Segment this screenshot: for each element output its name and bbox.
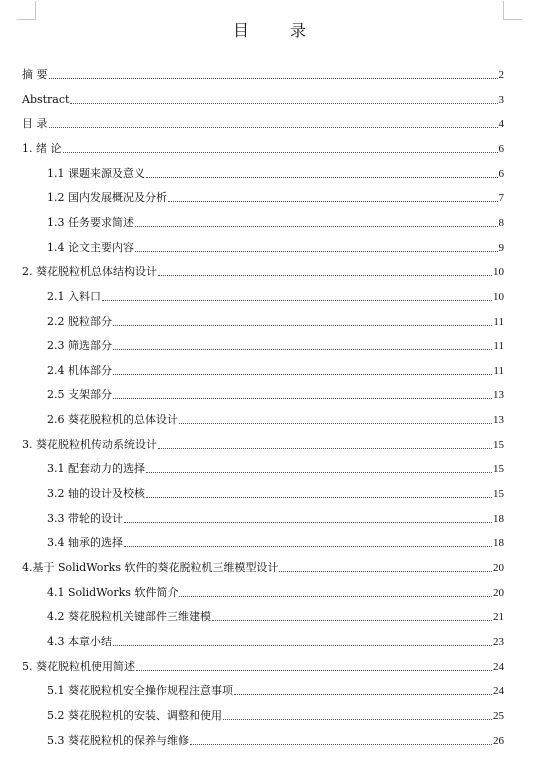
- toc-entry-page-number: 3: [498, 93, 504, 106]
- toc-entry[interactable]: [22, 265, 504, 279]
- toc-entry-label: 3. 葵花脱粒机传动系统设计: [22, 437, 157, 451]
- toc-dot-leader: [113, 349, 492, 350]
- toc-entry[interactable]: [47, 167, 504, 181]
- toc-entry-label: 2.5 支架部分: [47, 388, 112, 402]
- toc-entry-label: 摘 要: [22, 68, 48, 81]
- toc-entry-label: 1.1 课题来源及意义: [47, 166, 145, 180]
- toc-entry[interactable]: [47, 635, 504, 649]
- toc-entry[interactable]: [22, 117, 504, 131]
- toc-entry-page-number: 6: [498, 142, 504, 155]
- toc-entry[interactable]: [47, 586, 504, 600]
- toc-entry-label: 3.1 配套动力的选择: [47, 462, 145, 476]
- toc-entry[interactable]: [22, 142, 504, 156]
- toc-dot-leader: [124, 546, 492, 547]
- toc-entry-page-number: 18: [493, 512, 504, 525]
- toc-dot-leader: [158, 275, 492, 276]
- toc-entry-label: 1.3 任务要求简述: [47, 215, 134, 229]
- toc-entry-label: 3.3 带轮的设计: [47, 511, 123, 525]
- toc-dot-leader: [113, 374, 492, 375]
- toc-entry[interactable]: [22, 438, 504, 452]
- toc-entry[interactable]: [47, 290, 504, 304]
- toc-dot-leader: [279, 571, 492, 572]
- toc-entry-page-number: 23: [493, 635, 504, 648]
- toc-entry-page-number: 21: [493, 611, 504, 624]
- toc-entry-page-number: 24: [493, 660, 504, 673]
- toc-entry-label: 3.4 轴承的选择: [47, 536, 123, 550]
- page-title: 目 录: [232, 21, 325, 40]
- toc-entry[interactable]: [47, 487, 504, 501]
- toc-dot-leader: [113, 645, 492, 646]
- toc-entry-label: 5.2 葵花脱粒机的安装、调整和使用: [47, 708, 222, 722]
- toc-entry-label: 4.基于 SolidWorks 软件的葵花脱粒机三维模型设计: [22, 561, 279, 574]
- toc-entry[interactable]: [22, 660, 504, 674]
- toc-dot-leader: [168, 201, 498, 202]
- toc-entry[interactable]: [47, 709, 504, 723]
- toc-entry-page-number: 20: [493, 562, 504, 574]
- toc-dot-leader: [212, 620, 492, 621]
- toc-entry[interactable]: [47, 339, 504, 353]
- toc-dot-leader: [124, 522, 492, 523]
- toc-entry-page-number: 10: [493, 266, 504, 279]
- toc-entry-label: 4.3 本章小结: [47, 634, 112, 648]
- toc-entry-label: 目 录: [22, 117, 48, 131]
- page-corner-mark-right: [503, 1, 522, 20]
- toc-dot-leader: [49, 78, 498, 79]
- toc-entry-page-number: 15: [493, 488, 504, 501]
- toc-dot-leader: [63, 152, 498, 153]
- toc-entry-label: 2.2 脱粒部分: [47, 314, 112, 328]
- toc-dot-leader: [223, 719, 492, 720]
- toc-entry-label: 2.3 筛选部分: [47, 339, 112, 353]
- toc-entry-page-number: 15: [493, 463, 504, 476]
- toc-dot-leader: [135, 226, 498, 227]
- toc-entry[interactable]: [22, 561, 504, 575]
- toc-entry-label: 2.1 入料口: [47, 289, 101, 303]
- toc-entry-page-number: 18: [493, 537, 504, 550]
- toc-entry[interactable]: [47, 216, 504, 230]
- toc-dot-leader: [146, 177, 498, 178]
- toc-entry-page-number: 10: [493, 290, 504, 303]
- toc-entry-page-number: 15: [493, 438, 504, 451]
- toc-entry-label: 1.4 论文主要内容: [47, 240, 134, 254]
- toc-dot-leader: [135, 251, 498, 252]
- toc-dot-leader: [179, 423, 492, 424]
- toc-entry[interactable]: [47, 191, 504, 205]
- toc-dot-leader: [146, 472, 492, 473]
- page-corner-mark-left: [17, 1, 36, 20]
- toc-entry-page-number: 20: [493, 586, 504, 599]
- toc-entry-page-number: 11: [493, 315, 504, 328]
- toc-entry[interactable]: [47, 536, 504, 550]
- toc-entry-label: 1. 绪 论: [22, 141, 62, 155]
- toc-entry-label: 2.4 机体部分: [47, 363, 112, 377]
- toc-entry-label: 5. 葵花脱粒机使用简述: [22, 659, 135, 673]
- toc-entry-page-number: 13: [493, 389, 504, 402]
- toc-entry-label: 2. 葵花脱粒机总体结构设计: [22, 265, 157, 279]
- toc-entry-page-number: 4: [498, 118, 504, 131]
- toc-entry[interactable]: [47, 388, 504, 402]
- toc-dot-leader: [113, 398, 492, 399]
- toc-dot-leader: [49, 127, 498, 128]
- toc-entry-label: Abstract: [22, 92, 70, 106]
- toc-dot-leader: [190, 744, 492, 745]
- toc-entry-page-number: 11: [493, 364, 504, 377]
- toc-entry-label: 5.3 葵花脱粒机的保养与维修: [47, 733, 189, 747]
- toc-entry-page-number: 6: [498, 167, 504, 180]
- toc-entry-label: 4.2 葵花脱粒机关键部件三维建模: [47, 610, 211, 624]
- toc-entry[interactable]: [47, 684, 504, 698]
- toc-entry-page-number: 11: [493, 340, 504, 353]
- toc-entry-label: 3.2 轴的设计及校核: [47, 487, 145, 501]
- toc-entry-page-number: 24: [493, 685, 504, 698]
- toc-entry[interactable]: [47, 315, 504, 329]
- toc-entry-label: 1.2 国内发展概况及分析: [47, 191, 167, 205]
- toc-dot-leader: [113, 325, 492, 326]
- toc-entry-page-number: 26: [493, 734, 504, 747]
- toc-entry[interactable]: [47, 462, 504, 476]
- toc-dot-leader: [70, 103, 497, 104]
- toc-entry-page-number: 8: [498, 216, 504, 229]
- toc-entry-page-number: 7: [498, 192, 504, 205]
- toc-dot-leader: [179, 596, 492, 597]
- toc-entry-page-number: 25: [493, 709, 504, 722]
- toc-entry-label: 4.1 SolidWorks 软件简介: [47, 585, 179, 599]
- toc-entry-page-number: 13: [493, 414, 504, 427]
- toc-entry-label: 2.6 葵花脱粒机的总体设计: [47, 413, 178, 427]
- toc-entry[interactable]: [22, 68, 504, 82]
- toc-entry-page-number: 9: [498, 241, 504, 254]
- toc-entry[interactable]: [47, 413, 504, 427]
- toc-dot-leader: [136, 670, 492, 671]
- toc-entry-label: 5.1 葵花脱粒机安全操作规程注意事项: [47, 684, 233, 698]
- toc-entry[interactable]: [47, 610, 504, 624]
- toc-entry[interactable]: [47, 734, 504, 748]
- toc-dot-leader: [102, 300, 492, 301]
- toc-dot-leader: [158, 448, 492, 449]
- toc-entry[interactable]: [47, 364, 504, 378]
- toc-entry[interactable]: [22, 93, 504, 107]
- toc-entry-page-number: 2: [498, 69, 504, 81]
- toc-entry[interactable]: [47, 512, 504, 526]
- toc-dot-leader: [234, 694, 492, 695]
- toc-dot-leader: [146, 497, 492, 498]
- toc-entry[interactable]: [47, 241, 504, 255]
